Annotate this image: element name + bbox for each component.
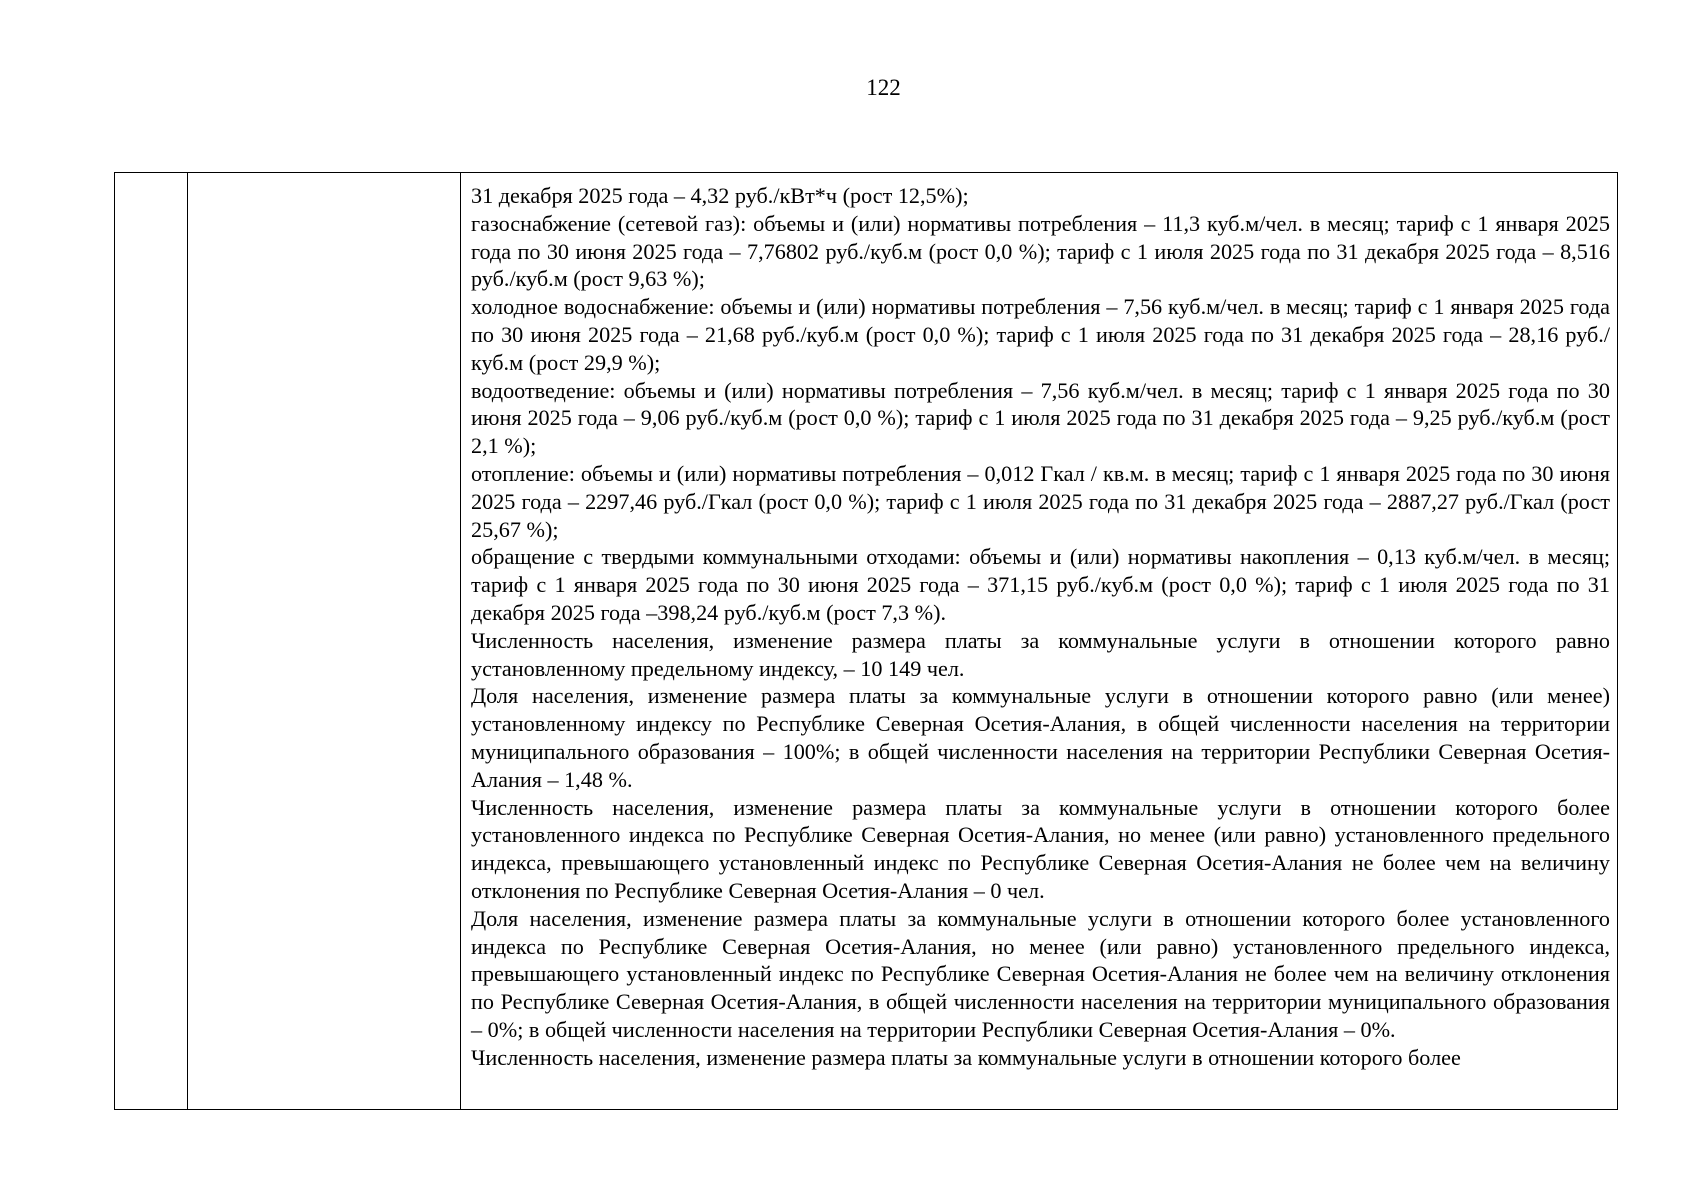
paragraph-electricity-end: 31 декабря 2025 года – 4,32 руб./кВт*ч (рост 12,5%); <box>471 183 969 208</box>
table-cell-name <box>188 173 461 1110</box>
paragraph-population-above-index: Численность населения, изменение размера платы за коммунальные услуги в отношении которого более установленного индекса по Республике Северная Осетия-Алания, но менее (или равно) установленного предельного индекса, превышающего установленный индекс по Республике Северная Осетия-Алания не более чем на величину отклонения по Республике Северная Осетия-Алания – 0 чел. <box>471 794 1610 903</box>
table-cell-number <box>115 173 188 1110</box>
table-cell-content <box>461 173 1618 1110</box>
paragraph-population-continued: Численность населения, изменение размера платы за коммунальные услуги в отношении которого более <box>471 1044 1461 1070</box>
document-table <box>114 172 1618 1110</box>
paragraph-share-at-or-below-index: Доля населения, изменение размера платы за коммунальные услуги в отношении которого равно (или менее) установленному индексу по Республике Северная Осетия-Алания, в общей численности населения на территории муниципального образования – 100%; в общей численности населения на территории Республики Северная Осетия-Алания – 1,48 %. <box>471 683 1610 792</box>
paragraph-heating: отопление: объемы и (или) нормативы потребления – 0,012 Гкал / кв.м. в месяц; тариф с 1 января 2025 года по 30 июня 2025 года – 2297,46 руб./Гкал (рост 0,0 %); тариф с 1 июля 2025 года по 31 декабря 2025 года – 2887,27 руб./Гкал (рост 25,67 %); <box>471 460 1610 542</box>
paragraph-population-at-limit: Численность населения, изменение размера платы за коммунальные услуги в отношении которого равно установленному предельному индексу, – 10 149 чел. <box>471 627 1610 681</box>
paragraph-wastewater: водоотведение: объемы и (или) нормативы потребления – 7,56 куб.м/чел. в месяц; тариф с 1 января 2025 года по 30 июня 2025 года – 9,06 руб./куб.м (рост 0,0 %); тариф с 1 июля 2025 года по 31 декабря 2025 года – 9,25 руб./куб.м (рост 2,1 %); <box>471 377 1610 459</box>
paragraph-gas-supply: газоснабжение (сетевой газ): объемы и (или) нормативы потребления – 11,3 куб.м/чел. в месяц; тариф с 1 января 2025 года по 30 июня 2025 года – 7,76802 руб./куб.м (рост 0,0 %); тариф с 1 июля 2025 года по 31 декабря 2025 года – 8,516 руб./куб.м (рост 9,63 %); <box>471 210 1610 292</box>
paragraph-cold-water: холодное водоснабжение: объемы и (или) нормативы потребления – 7,56 куб.м/чел. в месяц; тариф с 1 января 2025 года по 30 июня 2025 года – 21,68 руб./куб.м (рост 0,0 %); тариф с 1 июля 2025 года по 31 декабря 2025 года – 28,16 руб./куб.м (рост 29,9 %); <box>471 294 1610 375</box>
paragraph-solid-waste: обращение с твердыми коммунальными отходами: объемы и (или) нормативы накопления – 0,13 куб.м/чел. в месяц; тариф с 1 января 2025 года по 30 июня 2025 года – 371,15 руб./куб.м (рост 0,0 %); тариф с 1 июля 2025 года по 31 декабря 2025 года –398,24 руб./куб.м (рост 7,3 %). <box>471 544 1610 625</box>
paragraph-share-above-index: Доля населения, изменение размера платы за коммунальные услуги в отношении которого более установленного индекса по Республике Северная Осетия-Алания, но менее (или равно) установленного предельного индекса, превышающего установленный индекс по Республике Северная Осетия-Алания не более чем на величину отклонения по Республике Северная Осетия-Алания, в общей численности населения на территории муниципального образования – 0%; в общей численности населения на территории Республики Северная Осетия-Алания – 0%. <box>471 905 1610 1042</box>
table-row <box>115 173 1618 1110</box>
page-number: 122 <box>866 75 901 100</box>
